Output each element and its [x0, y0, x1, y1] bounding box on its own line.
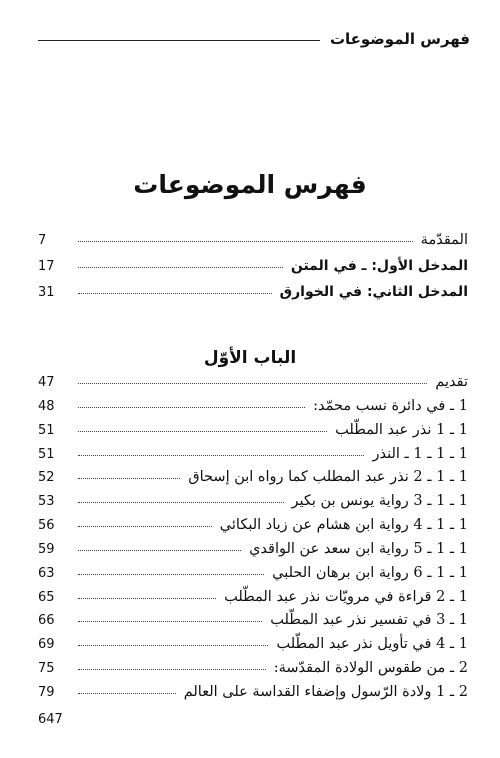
toc-entry	[38, 493, 468, 519]
toc-page-number: 63	[38, 566, 55, 581]
running-header	[38, 26, 470, 52]
dot-leader	[78, 574, 264, 575]
page-title: فهرس الموضوعات	[133, 170, 367, 199]
toc-entry	[38, 258, 468, 284]
toc-page-number: 17	[38, 259, 55, 274]
toc-page-number: 51	[38, 447, 55, 462]
toc-page-number: 59	[38, 542, 55, 557]
dot-leader	[78, 502, 284, 503]
toc-entry-text: 1 ـ 2 قراءة في مرويّات نذر عبد المطّلب	[224, 589, 468, 605]
toc-entry-text: 1 ـ 3 في تفسير نذر عبد المطّلب	[270, 612, 468, 628]
toc-page-number: 56	[38, 518, 55, 533]
dot-leader	[78, 693, 176, 694]
dot-leader	[78, 455, 364, 456]
toc-page-number: 53	[38, 494, 55, 509]
dot-leader	[78, 550, 241, 551]
dot-leader	[78, 669, 266, 670]
toc-entry	[38, 469, 468, 495]
toc-entry-text: 2 ـ من طقوس الولادة المقدّسة:	[273, 660, 468, 676]
running-header-title: فهرس الموضوعات	[329, 30, 470, 48]
toc-page-number: 48	[38, 399, 55, 414]
toc-entry-text: 1 ـ 1 ـ 6 رواية ابن برهان الحلبي	[272, 565, 468, 581]
toc-page-number: 69	[38, 637, 55, 652]
toc-entry	[38, 565, 468, 591]
toc-entry-text: 1 ـ 4 في تأويل نذر عبد المطّلب	[276, 636, 468, 652]
toc-entry	[38, 636, 468, 662]
toc-entry	[38, 232, 468, 258]
toc-entry-text: 1 ـ 1 ـ 1 ـ النذر	[372, 446, 468, 462]
toc-page-number: 79	[38, 685, 55, 700]
toc-page-number: 7	[38, 233, 47, 248]
dot-leader	[78, 598, 216, 599]
toc-entry-text: المقدّمة	[420, 232, 468, 248]
dot-leader	[78, 241, 413, 242]
toc-entry	[38, 612, 468, 638]
dot-leader	[78, 267, 283, 268]
toc-page-number: 47	[38, 375, 55, 390]
toc-entry-text: 2 ـ 1 ولادة الرّسول وإضفاء القداسة على العالم	[183, 684, 468, 700]
dot-leader	[78, 621, 262, 622]
toc-entry-text: 1 ـ 1 ـ 2 نذر عبد المطلب كما رواه ابن إسحاق	[188, 469, 468, 485]
toc-entry	[38, 284, 468, 310]
dot-leader	[78, 431, 327, 432]
toc-page-number: 65	[38, 590, 55, 605]
toc-entry	[38, 541, 468, 567]
toc-page-number: 52	[38, 470, 55, 485]
toc-page-number: 75	[38, 661, 55, 676]
dot-leader	[78, 645, 268, 646]
running-header-rule	[38, 40, 320, 41]
page-number: 647	[38, 712, 63, 727]
dot-leader	[78, 478, 180, 479]
toc-page-number: 51	[38, 423, 55, 438]
toc-entry-text: 1 ـ 1 ـ 4 رواية ابن هشام عن زياد البكائي	[219, 517, 468, 533]
toc-entry-text: المدخل الثاني: في الخوارق	[279, 284, 468, 300]
toc-entry	[38, 422, 468, 448]
toc-entry-text: 1 ـ 1 ـ 3 رواية يونس بن بكير	[291, 493, 468, 509]
toc-entry-text: 1 ـ في دائرة نسب محمّد:	[313, 398, 468, 414]
toc-entry	[38, 684, 468, 710]
toc-entry-text: المدخل الأول: ـ في المتن	[290, 258, 468, 274]
toc-entry-text: تقديم	[435, 374, 468, 390]
toc-entry	[38, 517, 468, 543]
dot-leader	[78, 526, 212, 527]
dot-leader	[78, 293, 272, 294]
toc-entry-text: 1 ـ 1 ـ 5 رواية ابن سعد عن الواقدي	[249, 541, 468, 557]
toc-entry	[38, 374, 468, 400]
dot-leader	[78, 407, 305, 408]
toc-entry	[38, 660, 468, 686]
chapter-heading: الباب الأوّل	[203, 348, 297, 368]
toc-page-number: 31	[38, 285, 55, 300]
toc-entry-text: 1 ـ 1 نذر عبد المطّلب	[335, 422, 468, 438]
dot-leader	[78, 383, 427, 384]
toc-entry	[38, 398, 468, 424]
toc-page-number: 66	[38, 613, 55, 628]
